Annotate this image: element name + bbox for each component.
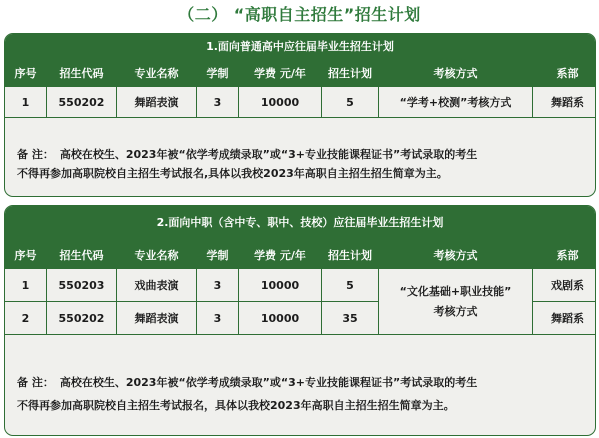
table-cell-code: 550202: [47, 87, 116, 117]
column-header-dept: 系部: [533, 241, 596, 268]
column-header-no: 序号: [5, 60, 46, 86]
enrollment-table: [5, 240, 595, 335]
column-header-plan: 招生计划: [322, 241, 378, 268]
note-line-1: [17, 145, 585, 164]
note-line-2: 不得再参加高职院校自主招生考试报名，具体以我校2023年高职自主招生招生简章为主。: [17, 399, 455, 412]
column-header-code: 招生代码: [47, 60, 116, 86]
table-cell-fee: 10000: [239, 302, 321, 334]
page-title: （二） “高职自主招生”招生计划: [178, 5, 421, 24]
table-cell-plan: 5: [322, 87, 378, 117]
column-header-years: 学制: [197, 60, 238, 86]
table-cell-dept: 戏剧系: [533, 269, 596, 301]
table-cell-exam: [379, 269, 532, 334]
section-general-high-school: [4, 33, 596, 197]
note-label: 备 注：: [17, 148, 54, 161]
exam-line-2: 考核方式: [433, 304, 478, 318]
section-header: 2.面向中职（含中专、职中、技校）应往届毕业生招生计划: [5, 206, 595, 240]
table-cell-no: 1: [5, 269, 46, 301]
column-header-plan: 招生计划: [322, 60, 378, 86]
column-header-fee: 学费 元/年: [239, 241, 321, 268]
note-label: 备 注：: [17, 376, 54, 389]
section-vocational-school: [4, 205, 596, 436]
table-cell-no: 2: [5, 302, 46, 334]
table-cell-exam: “学考+校测”考核方式: [379, 87, 532, 117]
note-text-1: 高校在校生、2023年被“依学考成绩录取”或“3+专业技能课程证书”考试录取的考生: [59, 376, 478, 389]
column-header-exam: 考核方式: [379, 241, 532, 268]
section-header: 1.面向普通高中应往届毕业生招生计划: [5, 34, 595, 59]
table-cell-code: 550203: [47, 269, 116, 301]
column-header-code: 招生代码: [47, 241, 116, 268]
note: [17, 371, 585, 417]
column-header-dept: 系部: [533, 60, 596, 86]
note-line-1: [17, 371, 585, 394]
table-cell-plan: 5: [322, 269, 378, 301]
table-cell-major: 舞蹈表演: [117, 87, 196, 117]
note-text-1: 高校在校生、2023年被“依学考成绩录取”或“3+专业技能课程证书”考试录取的考生: [59, 148, 478, 161]
enrollment-table: [5, 59, 595, 118]
table-cell-plan: 35: [322, 302, 378, 334]
table-cell-fee: 10000: [239, 269, 321, 301]
table-cell-major: 戏曲表演: [117, 269, 196, 301]
column-header-major: 专业名称: [117, 241, 196, 268]
column-header-major: 专业名称: [117, 60, 196, 86]
column-header-no: 序号: [5, 241, 46, 268]
table-cell-years: 3: [197, 302, 238, 334]
table-cell-no: 1: [5, 87, 46, 117]
column-header-years: 学制: [197, 241, 238, 268]
note: [17, 145, 585, 183]
table-cell-dept: 舞蹈系: [533, 87, 596, 117]
column-header-fee: 学费 元/年: [239, 60, 321, 86]
column-header-exam: 考核方式: [379, 60, 532, 86]
table-cell-major: 舞蹈表演: [117, 302, 196, 334]
table-cell-code: 550202: [47, 302, 116, 334]
table-cell-dept: 舞蹈系: [533, 302, 596, 334]
table-cell-fee: 10000: [239, 87, 321, 117]
note-line-2: 不得再参加高职院校自主招生考试报名,具体以我校2023年高职自主招生招生简章为主。: [17, 167, 448, 180]
table-cell-years: 3: [197, 269, 238, 301]
exam-line-1: “文化基础+职业技能”: [399, 284, 512, 298]
table-cell-years: 3: [197, 87, 238, 117]
